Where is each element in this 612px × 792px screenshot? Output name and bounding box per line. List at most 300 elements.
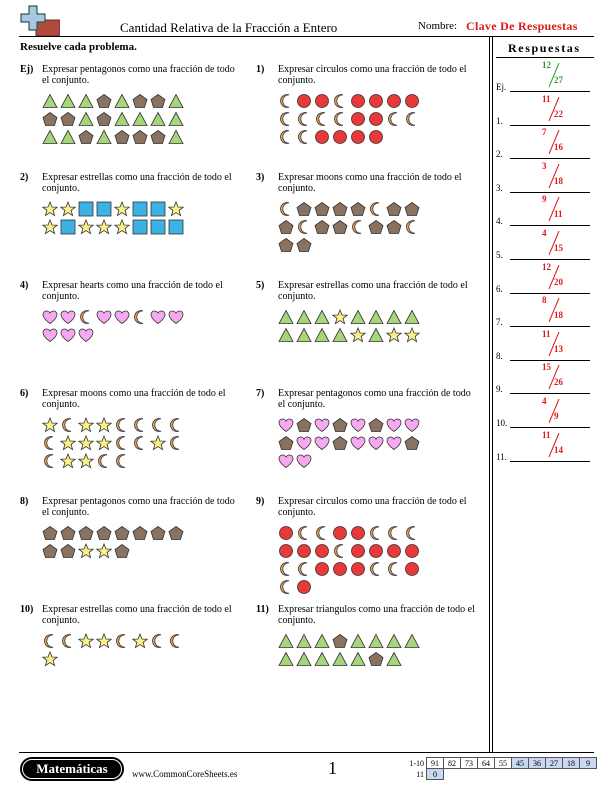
triangle-icon: [368, 633, 384, 649]
triangle-icon: [278, 327, 294, 343]
moon-icon: [78, 309, 94, 325]
square-icon: [132, 219, 148, 235]
triangle-icon: [314, 327, 330, 343]
fraction-numerator: 11: [542, 328, 551, 339]
star-icon: [78, 453, 94, 469]
circle-icon: [368, 543, 384, 559]
answer-row: [496, 428, 592, 462]
shape-set: [278, 308, 438, 344]
answer-label: 3.: [496, 182, 503, 193]
fraction-numerator: 3: [542, 160, 547, 171]
moon-icon: [386, 111, 402, 127]
answer-fraction: [526, 329, 576, 359]
pentagon-icon: [132, 525, 148, 541]
fraction-denominator: 15: [554, 243, 563, 253]
moon-icon: [278, 129, 294, 145]
triangle-icon: [168, 129, 184, 145]
answer-label: 5.: [496, 250, 503, 260]
star-icon: [60, 435, 76, 451]
star-icon: [386, 327, 402, 343]
answer-label: 7.: [496, 317, 503, 328]
score-cell: 45: [512, 758, 529, 769]
circle-icon: [314, 129, 330, 145]
pentagon-icon: [332, 201, 348, 217]
problem-number: 8): [20, 496, 29, 507]
pentagon-icon: [132, 129, 148, 145]
triangle-icon: [350, 651, 366, 667]
fraction-numerator: 11: [542, 93, 551, 104]
shape-set: [42, 632, 202, 668]
square-icon: [60, 219, 76, 235]
triangle-icon: [114, 111, 130, 127]
pentagon-icon: [332, 435, 348, 451]
circle-icon: [278, 525, 294, 541]
triangle-icon: [332, 327, 348, 343]
triangle-icon: [350, 309, 366, 325]
moon-icon: [314, 111, 330, 127]
star-icon: [42, 219, 58, 235]
triangle-icon: [404, 633, 420, 649]
pentagon-icon: [96, 525, 112, 541]
answer-fraction: [526, 295, 576, 325]
moon-icon: [368, 561, 384, 577]
pentagon-icon: [78, 525, 94, 541]
answer-row: [496, 260, 592, 294]
score-cell: 27: [546, 758, 563, 769]
problem-text: Expresar estrellas como una fracción de todo el conjunto.: [278, 280, 468, 302]
fraction-numerator: 4: [542, 228, 547, 238]
moon-icon: [278, 561, 294, 577]
fraction-denominator: 18: [554, 310, 563, 321]
circle-icon: [368, 111, 384, 127]
pentagon-icon: [314, 201, 330, 217]
problem-text: Expresar hearts como una fracción de todo el conjunto.: [42, 280, 223, 302]
fraction-denominator: 20: [554, 276, 563, 287]
footer-rule: [19, 752, 594, 753]
moon-icon: [168, 633, 184, 649]
moon-icon: [278, 201, 294, 217]
answer-fraction: [526, 60, 576, 90]
heart-icon: [386, 435, 402, 451]
circle-icon: [296, 543, 312, 559]
moon-icon: [114, 453, 130, 469]
problem-number: 5): [256, 280, 265, 291]
pentagon-icon: [114, 543, 130, 559]
pentagon-icon: [386, 219, 402, 235]
fraction-numerator: 8: [542, 295, 547, 306]
pentagon-icon: [60, 525, 76, 541]
problem-number: 11): [256, 604, 269, 615]
page-title: Cantidad Relativa de la Fracción a Entero: [120, 20, 338, 35]
problem-text: Expresar triangulos como una fracción de todo el conjunto.: [278, 604, 475, 626]
score-cell: 9: [580, 758, 597, 769]
fraction-denominator: 14: [554, 444, 563, 455]
moon-icon: [278, 93, 294, 109]
triangle-icon: [78, 93, 94, 109]
moon-icon: [332, 543, 348, 559]
problem-text: Expresar circulos como una fracción de todo el conjunto.: [278, 496, 467, 518]
problem-text: Expresar circulos como una fracción de todo el conjunto.: [278, 64, 467, 86]
moon-icon: [332, 93, 348, 109]
answer-fraction: [526, 396, 576, 426]
name-value: Clave De Respuestas: [466, 19, 578, 33]
moon-icon: [386, 561, 402, 577]
triangle-icon: [314, 309, 330, 325]
pentagon-icon: [350, 201, 366, 217]
page-number: 1: [328, 758, 337, 778]
answer-fraction: [526, 228, 576, 258]
pentagon-icon: [60, 543, 76, 559]
pentagon-icon: [404, 435, 420, 451]
star-icon: [150, 435, 166, 451]
triangle-icon: [132, 111, 148, 127]
moon-icon: [296, 219, 312, 235]
answer-row: [496, 192, 592, 226]
circle-icon: [350, 543, 366, 559]
score-row-label: 1-10: [409, 758, 424, 768]
pentagon-icon: [296, 237, 312, 253]
star-icon: [96, 633, 112, 649]
circle-icon: [404, 561, 420, 577]
pentagon-icon: [296, 417, 312, 433]
heart-icon: [404, 417, 420, 433]
moon-icon: [168, 435, 184, 451]
square-icon: [150, 201, 166, 217]
heart-icon: [278, 417, 294, 433]
fraction-denominator: 22: [554, 108, 563, 119]
moon-icon: [42, 453, 58, 469]
pentagon-icon: [332, 633, 348, 649]
pentagon-icon: [386, 201, 402, 217]
triangle-icon: [42, 129, 58, 145]
circle-icon: [278, 543, 294, 559]
pentagon-icon: [368, 219, 384, 235]
fraction-denominator: 27: [554, 75, 563, 85]
moon-icon: [168, 417, 184, 433]
answer-row: [496, 92, 592, 126]
heart-icon: [314, 435, 330, 451]
answer-fraction: [526, 161, 576, 191]
moon-icon: [42, 633, 58, 649]
score-table: [398, 757, 597, 780]
pentagon-icon: [42, 543, 58, 559]
problem-number: 10): [20, 604, 34, 615]
answer-label: Ej.: [496, 82, 507, 92]
triangle-icon: [60, 93, 76, 109]
circle-icon: [332, 129, 348, 145]
moon-icon: [114, 417, 130, 433]
answer-fraction: [526, 430, 576, 460]
fraction-denominator: 26: [554, 377, 563, 388]
circle-icon: [350, 93, 366, 109]
fraction-denominator: 16: [554, 142, 563, 153]
answer-label: 8.: [496, 350, 503, 361]
circle-icon: [314, 543, 330, 559]
answer-label: 4.: [496, 216, 503, 227]
score-cell: 36: [529, 758, 546, 769]
triangle-icon: [368, 327, 384, 343]
heart-icon: [78, 327, 94, 343]
star-icon: [96, 417, 112, 433]
star-icon: [114, 201, 130, 217]
circle-icon: [350, 525, 366, 541]
pentagon-icon: [278, 219, 294, 235]
moon-icon: [296, 111, 312, 127]
score-cell: 18: [563, 758, 580, 769]
problem-number: 9): [256, 496, 265, 507]
heart-icon: [42, 309, 58, 325]
answer-label: 10.: [496, 418, 508, 428]
circle-icon: [404, 543, 420, 559]
star-icon: [78, 633, 94, 649]
square-icon: [78, 201, 94, 217]
fraction-numerator: 12: [542, 60, 551, 70]
star-icon: [42, 417, 58, 433]
answer-row: [496, 360, 592, 394]
heart-icon: [42, 327, 58, 343]
moon-icon: [350, 219, 366, 235]
shape-set: [278, 416, 438, 470]
score-cell: 91: [427, 758, 444, 769]
moon-icon: [278, 111, 294, 127]
triangle-icon: [350, 633, 366, 649]
pentagon-icon: [132, 93, 148, 109]
moon-icon: [60, 633, 76, 649]
pentagon-icon: [404, 201, 420, 217]
problem-number: 7): [256, 388, 265, 399]
moon-icon: [114, 633, 130, 649]
triangle-icon: [296, 651, 312, 667]
square-icon: [132, 201, 148, 217]
heart-icon: [296, 453, 312, 469]
answers-heading: Respuestas: [508, 41, 581, 55]
fraction-numerator: 7: [542, 127, 547, 138]
star-icon: [96, 543, 112, 559]
pentagon-icon: [278, 435, 294, 451]
pentagon-icon: [150, 525, 166, 541]
pentagon-icon: [332, 417, 348, 433]
heart-icon: [296, 435, 312, 451]
fraction-numerator: 9: [542, 194, 547, 205]
triangle-icon: [314, 651, 330, 667]
answer-label: 11.: [496, 451, 507, 462]
star-icon: [404, 327, 420, 343]
star-icon: [78, 543, 94, 559]
circle-icon: [314, 93, 330, 109]
heart-icon: [368, 435, 384, 451]
triangle-icon: [296, 309, 312, 325]
score-cell: 55: [495, 758, 512, 769]
moon-icon: [404, 525, 420, 541]
answer-fraction: [526, 194, 576, 224]
pentagon-icon: [168, 525, 184, 541]
moon-icon: [132, 417, 148, 433]
shape-set: [278, 92, 438, 146]
subject-badge-label: Matemáticas: [36, 761, 108, 776]
website-link[interactable]: www.CommonCoreSheets.es: [132, 769, 238, 779]
circle-icon: [332, 525, 348, 541]
triangle-icon: [60, 129, 76, 145]
moon-icon: [386, 525, 402, 541]
triangle-icon: [168, 93, 184, 109]
triangle-icon: [314, 633, 330, 649]
star-icon: [350, 327, 366, 343]
answer-row: [496, 327, 592, 361]
answer-fraction: [526, 362, 576, 392]
heart-icon: [60, 327, 76, 343]
star-icon: [132, 633, 148, 649]
problem-text: Expresar estrellas como una fracción de todo el conjunto.: [42, 604, 232, 626]
column-divider: [489, 37, 493, 752]
problem-text: Expresar estrellas como una fracción de todo el conjunto.: [42, 172, 232, 194]
answer-row: [496, 58, 592, 92]
fraction-denominator: 9: [554, 411, 559, 421]
score-cell: 73: [461, 758, 478, 769]
circle-icon: [350, 129, 366, 145]
moon-icon: [404, 111, 420, 127]
star-icon: [60, 201, 76, 217]
star-icon: [168, 201, 184, 217]
triangle-icon: [278, 309, 294, 325]
fraction-numerator: 15: [542, 362, 551, 373]
triangle-icon: [296, 327, 312, 343]
circle-icon: [386, 543, 402, 559]
heart-icon: [278, 453, 294, 469]
circle-icon: [296, 579, 312, 595]
heart-icon: [386, 417, 402, 433]
pentagon-icon: [60, 111, 76, 127]
moon-icon: [404, 219, 420, 235]
triangle-icon: [404, 309, 420, 325]
moon-icon: [368, 525, 384, 541]
answer-row: [496, 159, 592, 193]
pentagon-icon: [278, 237, 294, 253]
shape-set: [42, 524, 202, 560]
fraction-numerator: 4: [542, 396, 547, 406]
moon-icon: [278, 579, 294, 595]
circle-icon: [368, 93, 384, 109]
moon-icon: [314, 525, 330, 541]
heart-icon: [96, 309, 112, 325]
problem-text: Expresar pentagonos como una fracción de todo el conjunto.: [42, 64, 235, 86]
circle-icon: [350, 111, 366, 127]
star-icon: [114, 219, 130, 235]
moon-icon: [296, 561, 312, 577]
moon-icon: [132, 435, 148, 451]
triangle-icon: [386, 309, 402, 325]
star-icon: [78, 219, 94, 235]
triangle-icon: [368, 309, 384, 325]
triangle-icon: [278, 633, 294, 649]
pentagon-icon: [314, 219, 330, 235]
shape-set: [42, 200, 202, 236]
fraction-denominator: 13: [554, 343, 563, 354]
pentagon-icon: [42, 525, 58, 541]
pentagon-icon: [368, 651, 384, 667]
star-icon: [78, 435, 94, 451]
shape-set: [278, 200, 438, 254]
triangle-icon: [168, 111, 184, 127]
pentagon-icon: [332, 219, 348, 235]
square-icon: [168, 219, 184, 235]
star-icon: [332, 309, 348, 325]
answer-row: [496, 394, 592, 428]
answer-fraction: [526, 262, 576, 292]
circle-icon: [404, 93, 420, 109]
pentagon-icon: [114, 525, 130, 541]
problem-number: 3): [256, 172, 265, 183]
moon-icon: [114, 435, 130, 451]
moon-icon: [96, 453, 112, 469]
answer-line: [510, 461, 590, 462]
problem-number: 1): [256, 64, 265, 75]
star-icon: [96, 219, 112, 235]
moon-icon: [150, 417, 166, 433]
pentagon-icon: [96, 93, 112, 109]
problem-number: Ej): [20, 64, 34, 75]
star-icon: [42, 201, 58, 217]
square-icon: [150, 219, 166, 235]
heart-icon: [350, 417, 366, 433]
moon-icon: [368, 201, 384, 217]
circle-icon: [386, 93, 402, 109]
pentagon-icon: [150, 93, 166, 109]
shape-set: [42, 92, 202, 146]
problem-number: 2): [20, 172, 29, 183]
heart-icon: [114, 309, 130, 325]
heart-icon: [150, 309, 166, 325]
square-icon: [96, 201, 112, 217]
star-icon: [42, 651, 58, 667]
triangle-icon: [332, 651, 348, 667]
heart-icon: [168, 309, 184, 325]
star-icon: [60, 453, 76, 469]
pentagon-icon: [78, 129, 94, 145]
moon-icon: [42, 435, 58, 451]
circle-icon: [368, 129, 384, 145]
answer-label: 6.: [496, 283, 503, 294]
shape-set: [42, 416, 202, 470]
moon-icon: [60, 417, 76, 433]
shape-set: [278, 524, 438, 596]
heart-icon: [60, 309, 76, 325]
pentagon-icon: [42, 111, 58, 127]
name-label: Nombre:: [418, 20, 458, 32]
star-icon: [78, 417, 94, 433]
circle-icon: [332, 561, 348, 577]
score-row-label: 11: [416, 769, 424, 779]
answer-fraction: [526, 127, 576, 157]
answer-label: 2.: [496, 149, 503, 160]
score-cell: 64: [478, 758, 495, 769]
problem-number: 6): [20, 388, 29, 399]
triangle-icon: [278, 651, 294, 667]
moon-icon: [150, 633, 166, 649]
heart-icon: [350, 435, 366, 451]
score-cell: 0: [427, 769, 444, 780]
pentagon-icon: [114, 129, 130, 145]
problem-text: Expresar pentagonos como una fracción de todo el conjunto.: [278, 388, 471, 410]
moon-icon: [132, 309, 148, 325]
circle-icon: [296, 93, 312, 109]
header-rule: [19, 36, 594, 37]
shape-set: [42, 308, 202, 344]
triangle-icon: [386, 633, 402, 649]
fraction-denominator: 11: [554, 209, 563, 220]
triangle-icon: [296, 633, 312, 649]
problem-text: Expresar moons como una fracción de todo el conjunto.: [278, 172, 462, 194]
triangle-icon: [386, 651, 402, 667]
